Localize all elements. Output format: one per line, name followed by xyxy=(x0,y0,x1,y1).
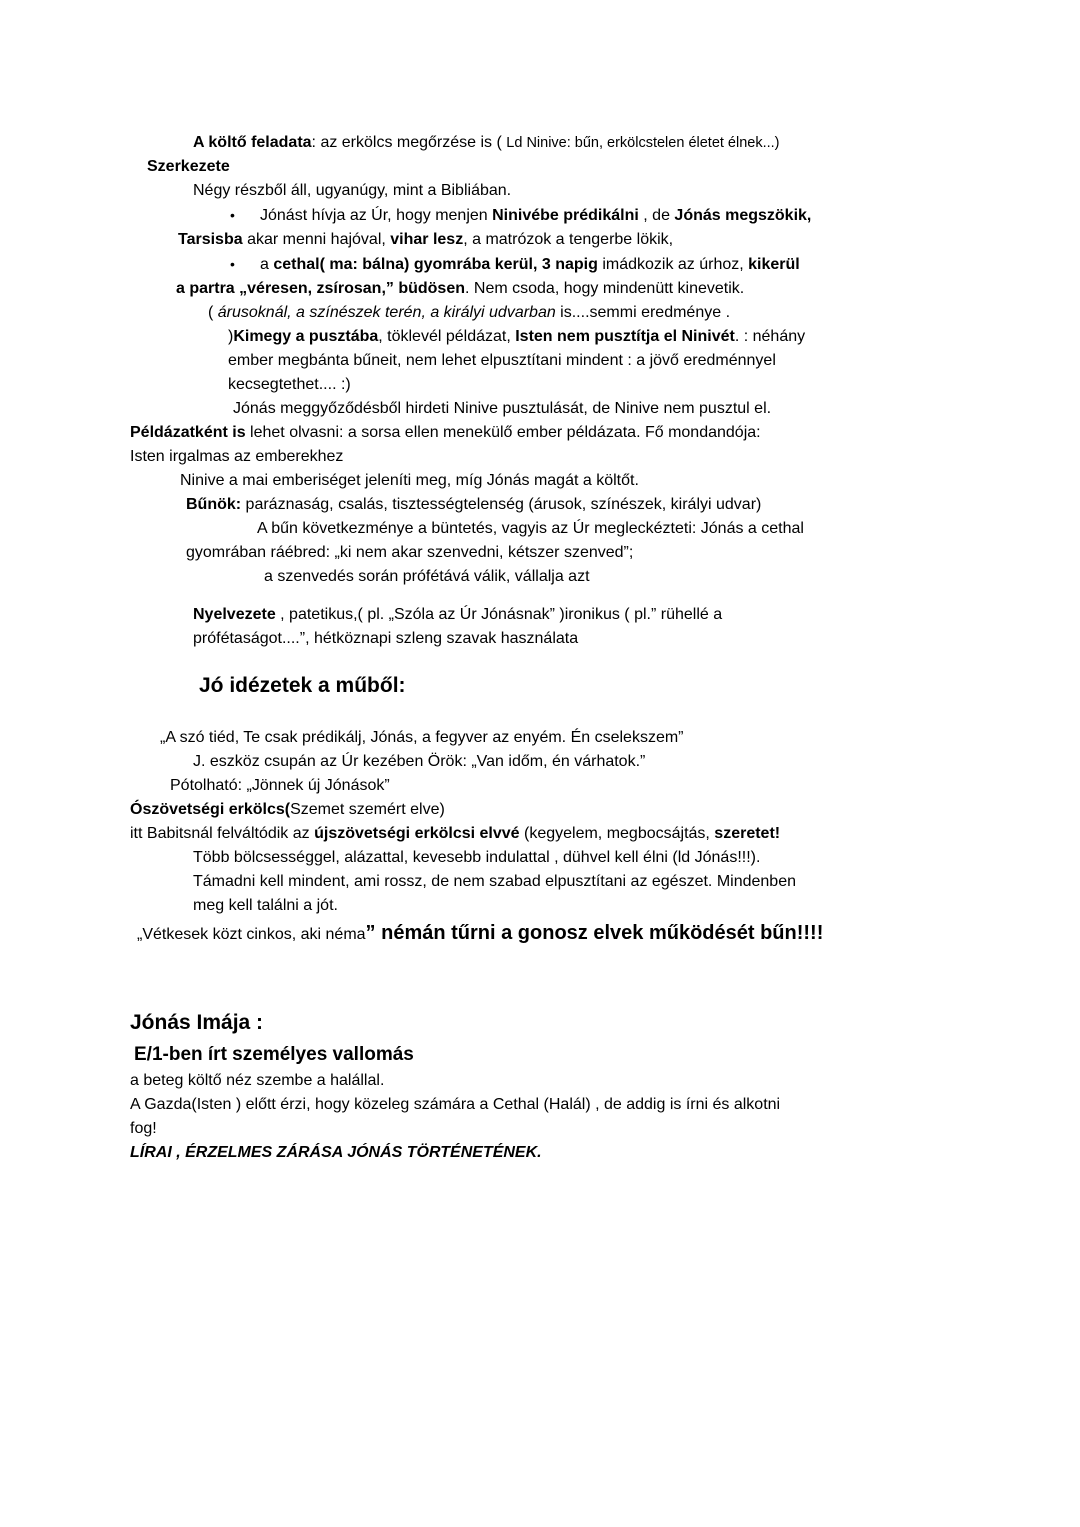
text-segment: Ninive a mai emberiséget jeleníti meg, míg Jónás magát a költőt. xyxy=(180,472,639,489)
text-segment: Támadni kell mindent, ami rossz, de nem szabad elpusztítani az egészet. Mindenben xyxy=(193,873,796,890)
text-line xyxy=(208,301,990,325)
text-segment: : az erkölcs megőrzése is ( xyxy=(311,134,507,151)
text-segment: Példázatként is xyxy=(130,424,246,441)
text-line xyxy=(228,325,990,349)
text-segment: Szemet szemért elve) xyxy=(290,801,445,818)
text-segment: , a matrózok a tengerbe lökik, xyxy=(463,231,674,248)
text-segment: A bűn következménye a büntetés, vagyis az Úr megleckézteti: Jónás a cethal xyxy=(257,520,804,537)
text-segment: Isten irgalmas az emberekhez xyxy=(130,448,344,465)
text-line xyxy=(193,131,990,155)
text-segment: szeretet! xyxy=(714,825,781,842)
text-line xyxy=(193,846,990,870)
text-segment: Jónást hívja az Úr, hogy menjen xyxy=(260,207,493,224)
text-segment: Ninivébe prédikálni xyxy=(492,207,639,224)
text-segment: Nyelvezete xyxy=(193,606,276,623)
text-segment: , patetikus,( pl. „Szóla az Úr Jónásnak” )ironikus ( pl.” rühellé a xyxy=(275,606,723,623)
text-segment: lehet olvasni: a sorsa ellen menekülő ember példázata. Fő mondandója: xyxy=(245,424,761,441)
text-segment: Tarsisba xyxy=(178,231,243,248)
text-segment: Több bölcsességgel, alázattal, kevesebb indulattal , dühvel kell élni (ld Jónás!!!). xyxy=(193,849,761,866)
text-segment: A költő feladata xyxy=(193,134,312,151)
text-line xyxy=(193,894,990,918)
text-segment: Jó idézetek a műből: xyxy=(199,674,406,697)
text-segment: ” némán tűrni a gonosz elvek működését bűn!!!! xyxy=(365,922,824,944)
text-line xyxy=(193,870,990,894)
text-line xyxy=(147,155,990,179)
bullet-icon: • xyxy=(230,207,235,223)
text-segment: Jónás Imája : xyxy=(130,1011,264,1034)
text-segment: ( xyxy=(208,304,218,321)
text-segment: meg kell találni a jót. xyxy=(193,897,338,914)
text-line xyxy=(233,397,990,421)
quotes-section-heading xyxy=(199,671,990,701)
text-segment: LÍRAI , ÉRZELMES ZÁRÁSA JÓNÁS TÖRTÉNETÉNEK. xyxy=(130,1144,542,1161)
text-line xyxy=(130,1117,990,1141)
text-line xyxy=(178,228,990,252)
text-line xyxy=(193,603,990,627)
bullet-line xyxy=(230,252,990,277)
text-segment: Szerkezete xyxy=(147,158,230,175)
text-segment: Jónás meggyőződésből hirdeti Ninive pusztulását, de Ninive nem pusztul el. xyxy=(233,400,772,417)
text-segment: prófétaságot....”, hétköznapi szleng szavak használata xyxy=(193,630,579,647)
text-segment: a partra „véresen, zsírosan,” büdösen xyxy=(176,280,465,297)
text-segment: kikerül xyxy=(748,256,800,273)
text-line xyxy=(130,1093,990,1117)
closing-line xyxy=(130,1141,990,1165)
text-segment: Jónás megszökik, xyxy=(674,207,812,224)
bullet-line xyxy=(230,203,990,228)
text-line xyxy=(257,517,990,541)
quote-line xyxy=(137,918,990,950)
text-segment: vihar lesz xyxy=(390,231,464,248)
text-segment: „A szó tiéd, Te csak prédikálj, Jónás, a fegyver az enyém. Én cselekszem” xyxy=(160,729,684,746)
bullet-icon: • xyxy=(230,256,235,272)
text-segment: itt Babitsnál felváltódik az xyxy=(130,825,315,842)
text-segment: kecsegtethet.... :) xyxy=(228,376,351,393)
text-line xyxy=(130,1069,990,1093)
text-segment: Kimegy a pusztába xyxy=(233,328,379,345)
text-segment: Ószövetségi erkölcs( xyxy=(130,801,291,818)
text-segment: Bűnök: xyxy=(186,496,242,513)
text-line xyxy=(180,469,990,493)
text-line xyxy=(228,373,990,397)
text-line xyxy=(130,421,990,445)
text-line xyxy=(176,277,990,301)
text-line xyxy=(186,541,990,565)
text-segment: ) xyxy=(228,328,234,345)
subheading xyxy=(134,1041,990,1069)
text-line xyxy=(228,349,990,373)
text-segment: A Gazda(Isten ) előtt érzi, hogy közeleg számára a Cethal (Halál) , de addig is írni és alkotni xyxy=(130,1096,781,1113)
text-segment: . Nem csoda, hogy mindenütt kinevetik. xyxy=(465,280,745,297)
text-segment: imádkozik az úrhoz, xyxy=(597,256,749,273)
text-segment: árusoknál, a színészek terén, a királyi udvarban xyxy=(217,304,556,321)
jonas-imaja-heading xyxy=(130,1008,990,1038)
text-segment: Ld Ninive: bűn, erkölcstelen életet élnek...) xyxy=(506,135,780,151)
text-segment: akar menni hajóval, xyxy=(242,231,391,248)
text-segment: cethal( ma: bálna) gyomrába kerül, 3 napig xyxy=(273,256,598,273)
text-line xyxy=(130,822,990,846)
text-segment: is....semmi eredménye . xyxy=(555,304,731,321)
quote-line xyxy=(160,726,990,750)
text-segment: „Vétkesek közt cinkos, aki néma xyxy=(137,926,366,943)
text-segment: a szenvedés során prófétává válik, vállalja azt xyxy=(264,568,590,585)
text-line xyxy=(130,445,990,469)
text-segment: . : néhány xyxy=(734,328,806,345)
text-segment: Isten nem pusztítja el Ninivét xyxy=(515,328,735,345)
text-line xyxy=(130,798,990,822)
text-segment: a beteg költő néz szembe a halállal. xyxy=(130,1072,385,1089)
text-segment: , töklevél példázat, xyxy=(378,328,516,345)
text-segment: , de xyxy=(638,207,675,224)
text-segment: (kegyelem, megbocsájtás, xyxy=(519,825,715,842)
text-segment: J. eszköz csupán az Úr kezében Örök: „Van időm, én várhatok.” xyxy=(193,753,646,770)
text-segment: a xyxy=(260,256,274,273)
text-segment: gyomrában ráébred: „ki nem akar szenvedni, kétszer szenved”; xyxy=(186,544,634,561)
text-segment: Pótolható: „Jönnek új Jónások” xyxy=(170,777,390,794)
text-segment: E/1-ben írt személyes vallomás xyxy=(134,1044,414,1065)
text-line xyxy=(193,179,990,203)
quote-line xyxy=(193,750,990,774)
text-line xyxy=(186,493,990,517)
text-segment: újszövetségi erkölcsi elvvé xyxy=(314,825,520,842)
quote-line xyxy=(170,774,990,798)
text-segment: ember megbánta bűneit, nem lehet elpusztítani mindent : a jövő eredménnyel xyxy=(228,352,776,369)
text-segment: fog! xyxy=(130,1120,157,1137)
text-line xyxy=(264,565,990,589)
text-line xyxy=(193,627,990,651)
text-segment: paráznaság, csalás, tisztességtelenség (árusok, színészek, királyi udvar) xyxy=(241,496,762,513)
text-segment: Négy részből áll, ugyanúgy, mint a Bibliában. xyxy=(193,182,512,199)
